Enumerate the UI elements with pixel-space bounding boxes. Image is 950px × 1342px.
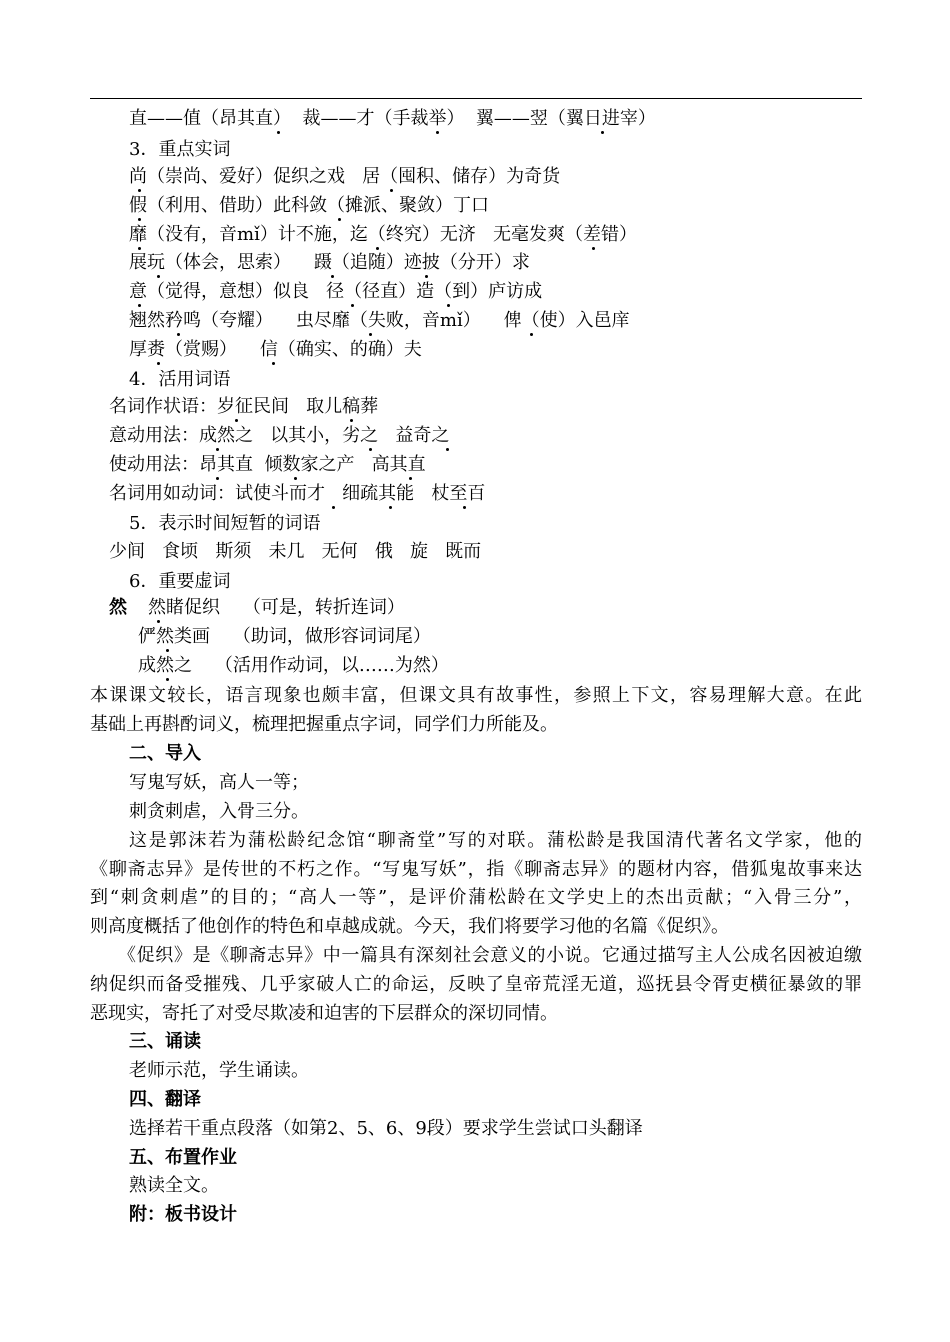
line-homophones: 直——值（昂其直） 裁——才（手裁举） 翼——翌（翼日进宰） bbox=[129, 108, 656, 129]
emphasis-dot bbox=[390, 189, 393, 192]
line-jia: 假（利用、借助）此科敛（摊派、聚敛）丁口 bbox=[129, 195, 489, 216]
emphasis-dot bbox=[369, 333, 372, 336]
line-ran-1: 然睹促织 （可是，转折连词） bbox=[148, 597, 405, 618]
emphasis-dot bbox=[138, 304, 141, 307]
recite-text: 老师示范，学生诵读。 bbox=[129, 1060, 309, 1081]
emphasis-dot bbox=[409, 477, 412, 480]
emphasis-dot bbox=[425, 275, 428, 278]
emphasis-dot bbox=[350, 419, 353, 422]
paragraph-cuzhi-line2: 纳促织而备受摧残、几乎家破人亡的命运，反映了皇帝荒淫无道，巡抚县令胥吏横征暴敛的罪 bbox=[90, 974, 862, 995]
translate-text: 选择若干重点段落（如第2、5、6、9段）要求学生尝试口头翻译 bbox=[129, 1118, 643, 1139]
emphasis-dot bbox=[138, 189, 141, 192]
heading-function-words: 6．重要虚词 bbox=[129, 571, 231, 592]
emphasis-dot bbox=[157, 362, 160, 365]
emphasis-dot bbox=[216, 448, 219, 451]
emphasis-dot bbox=[376, 247, 379, 250]
paragraph-summary-line2: 基础上再斟酌词义，梳理把握重点字词，同学们力所能及。 bbox=[90, 714, 558, 735]
emphasis-dot bbox=[157, 275, 160, 278]
line-putative: 意动用法：成然之 以其小，劣之 益奇之 bbox=[109, 425, 450, 446]
line-ran-2: 俨然类画 （助词，做形容词词尾） bbox=[138, 626, 431, 647]
line-time-words: 少间 食顷 斯须 未几 无何 俄 旋 既而 bbox=[109, 541, 482, 562]
line-yi: 意（觉得，意想）似良 径（径直）造（到）庐访成 bbox=[129, 281, 543, 302]
emphasis-dot bbox=[436, 131, 439, 134]
line-causative: 使动用法：昂其直 倾数家之产 高其直 bbox=[109, 454, 426, 475]
line-mi: 靡（没有，音mǐ）计不施，迄（终究）无济 无毫发爽（差错） bbox=[129, 224, 637, 245]
emphasis-dot bbox=[389, 506, 392, 509]
paragraph-intro-line2: 《聊斋志异》是传世的不朽之作。“写鬼写妖”，指《聊斋志异》的题材内容，借狐鬼故事来达 bbox=[90, 859, 862, 880]
heading-short-time: 5．表示时间短暂的词语 bbox=[129, 513, 321, 534]
emphasis-dot bbox=[294, 477, 297, 480]
emphasis-dot bbox=[332, 506, 335, 509]
header-rule bbox=[90, 98, 862, 99]
section-recite-heading: 三、诵读 bbox=[129, 1031, 201, 1052]
ran-label: 然 bbox=[109, 597, 127, 618]
emphasis-dot bbox=[138, 247, 141, 250]
emphasis-dot bbox=[177, 333, 180, 336]
heading-key-words: 3．重点实词 bbox=[129, 139, 231, 160]
line-ran-3: 成然之 （活用作动词，以……为然） bbox=[138, 655, 449, 676]
emphasis-dot bbox=[351, 304, 354, 307]
line-zhanwan: 展玩（体会，思索） 蹑（追随）迹披（分开）求 bbox=[129, 252, 530, 273]
emphasis-dot bbox=[277, 131, 280, 134]
emphasis-dot bbox=[331, 275, 334, 278]
line-qiaoran: 翘然矜鸣（夸耀） 虫尽靡（失败，音mǐ） 俾（使）入邑庠 bbox=[129, 310, 630, 331]
emphasis-dot bbox=[338, 218, 341, 221]
line-noun-adverbial: 名词作状语：岁征民间 取儿稿葬 bbox=[109, 396, 379, 417]
homework-text: 熟读全文。 bbox=[129, 1175, 219, 1196]
emphasis-dot bbox=[235, 419, 238, 422]
emphasis-dot bbox=[446, 448, 449, 451]
paragraph-cuzhi-line3: 恶现实，寄托了对受尽欺凌和迫害的下层群众的深切同情。 bbox=[90, 1003, 558, 1024]
emphasis-dot bbox=[601, 131, 604, 134]
couplet-line1: 写鬼写妖，高人一等； bbox=[129, 772, 309, 793]
emphasis-dot bbox=[216, 477, 219, 480]
emphasis-dot bbox=[447, 304, 450, 307]
line-noun-verb: 名词用如动词：试使斗而才 细疏其能 杖至百 bbox=[109, 483, 486, 504]
paragraph-cuzhi-line1: 《促织》是《聊斋志异》中一篇具有深刻社会意义的小说。它通过描写主人公成名因被迫缴 bbox=[118, 945, 862, 966]
emphasis-dot bbox=[530, 333, 533, 336]
paragraph-summary-line1: 本课课文较长，语言现象也颇丰富，但课文具有故事性，参照上下文，容易理解大意。在此 bbox=[90, 685, 862, 706]
line-shang: 尚（崇尚、爱好）促织之戏 居（囤积、储存）为奇货 bbox=[129, 166, 561, 187]
paragraph-intro-line1: 这是郭沫若为蒲松龄纪念馆“聊斋堂”写的对联。蒲松龄是我国清代著名文学家，他的 bbox=[129, 830, 862, 851]
emphasis-dot bbox=[592, 247, 595, 250]
section-board-design-heading: 附：板书设计 bbox=[129, 1204, 237, 1225]
emphasis-dot bbox=[369, 448, 372, 451]
line-houlai: 厚赉（赏赐） 信（确实、的确）夫 bbox=[129, 339, 422, 360]
emphasis-dot bbox=[157, 620, 160, 623]
section-homework-heading: 五、布置作业 bbox=[129, 1147, 237, 1168]
emphasis-dot bbox=[166, 649, 169, 652]
section-translate-heading: 四、翻译 bbox=[129, 1089, 201, 1110]
paragraph-intro-line4: 则高度概括了他创作的特色和卓越成就。今天，我们将要学习他的名篇《促织》。 bbox=[90, 916, 729, 937]
emphasis-dot bbox=[463, 506, 466, 509]
couplet-line2: 刺贪刺虐，入骨三分。 bbox=[129, 801, 309, 822]
heading-flexible-usage: 4．活用词语 bbox=[129, 369, 231, 390]
section-intro-heading: 二、导入 bbox=[129, 743, 201, 764]
emphasis-dot bbox=[272, 362, 275, 365]
emphasis-dot bbox=[166, 678, 169, 681]
paragraph-intro-line3: 到“刺贪刺虐”的目的；“高人一等”，是评价蒲松龄在文学史上的杰出贡献；“入骨三分”， bbox=[90, 887, 862, 908]
emphasis-dot bbox=[138, 218, 141, 221]
